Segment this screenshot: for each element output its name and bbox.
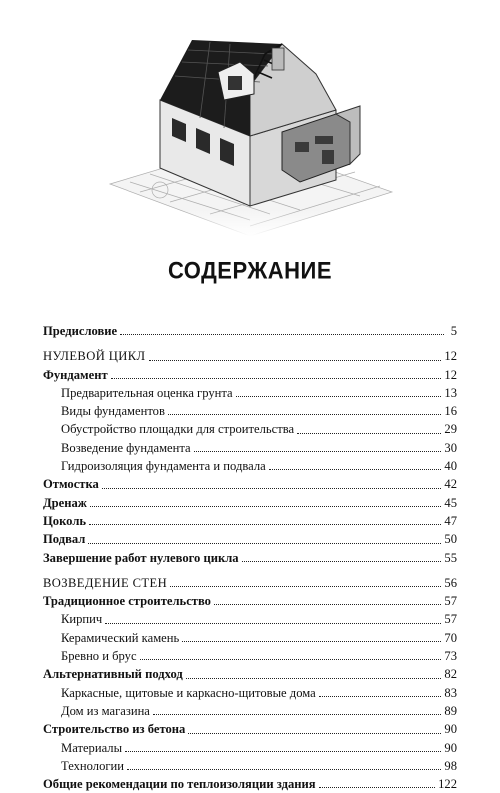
toc-subsection-entry[interactable] <box>43 402 457 420</box>
toc-subsection-entry[interactable] <box>43 629 457 647</box>
toc-chapter-entry[interactable] <box>43 366 457 384</box>
toc-page-number: 56 <box>444 575 457 590</box>
dot-leader <box>242 560 442 562</box>
toc-page-number: 70 <box>444 630 457 645</box>
dot-leader <box>102 487 442 489</box>
dot-leader <box>120 333 444 335</box>
section-spacer <box>43 567 457 574</box>
toc-part-heading[interactable] <box>43 574 457 592</box>
toc-page-number: 47 <box>444 513 457 528</box>
dot-leader <box>127 768 441 770</box>
toc-page-number: 30 <box>444 440 457 455</box>
toc-entry-title: Дренаж <box>43 495 87 510</box>
toc-entry-title: Фундамент <box>43 367 108 382</box>
toc-chapter-entry[interactable] <box>43 494 457 512</box>
toc-entry-title: ВОЗВЕДЕНИЕ СТЕН <box>43 575 168 590</box>
dot-leader <box>297 432 441 434</box>
toc-chapter-entry[interactable] <box>43 475 457 493</box>
toc-chapter-entry[interactable] <box>43 720 457 738</box>
toc-page-number: 5 <box>450 324 457 338</box>
toc-page-number: 55 <box>444 550 457 565</box>
toc-entry-title: Подвал <box>43 532 86 547</box>
toc-entry-title: Керамический камень <box>61 630 180 645</box>
toc-subsection-entry[interactable] <box>43 702 457 720</box>
toc-part-heading[interactable] <box>43 347 457 365</box>
toc-entry-title: НУЛЕВОЙ ЦИКЛ <box>43 349 146 364</box>
toc-page-number: 122 <box>438 777 457 792</box>
toc-page-number: 73 <box>444 649 457 664</box>
toc-subsection-entry[interactable] <box>43 439 457 457</box>
page-title: СОДЕРЖАНИЕ <box>167 256 333 285</box>
toc-page-number: 50 <box>444 532 457 547</box>
toc-subsection-entry[interactable] <box>43 739 457 757</box>
toc-entry-title: Каркасные, щитовые и каркасно-щитовые дома <box>61 685 316 700</box>
dot-leader <box>125 750 441 752</box>
dot-leader <box>188 732 441 734</box>
dot-leader <box>186 677 442 679</box>
toc-page-number: 12 <box>444 367 457 382</box>
toc-entry-title: Цоколь <box>43 513 87 528</box>
house-chimney <box>272 48 284 70</box>
toc-page-number: 89 <box>444 703 457 718</box>
toc-entry-title: Традиционное строительство <box>43 594 211 609</box>
dot-leader <box>269 468 442 470</box>
toc-page-number: 82 <box>444 667 457 682</box>
toc-page-number: 16 <box>444 404 457 419</box>
dot-leader <box>214 603 441 605</box>
toc-subsection-entry[interactable] <box>43 647 457 665</box>
toc-entry-title: Кирпич <box>61 612 103 627</box>
toc-chapter-entry[interactable] <box>43 512 457 530</box>
toc-chapter-entry[interactable] <box>43 530 457 548</box>
dot-leader <box>149 359 442 361</box>
toc-chapter-entry[interactable] <box>43 549 457 567</box>
dot-leader <box>89 523 441 525</box>
toc-page-number: 45 <box>444 495 457 510</box>
dot-leader <box>319 786 436 788</box>
toc-entry-title: Виды фундаментов <box>61 404 165 419</box>
toc-chapter-entry[interactable] <box>43 665 457 683</box>
toc-page-number: 98 <box>444 758 457 773</box>
dot-leader <box>153 713 442 715</box>
toc-subsection-entry[interactable] <box>43 684 457 702</box>
dot-leader <box>194 450 442 452</box>
toc-chapter-entry[interactable] <box>43 592 457 610</box>
house-illustration <box>100 14 400 236</box>
dot-leader <box>140 658 442 660</box>
toc-entry-title: Предварительная оценка грунта <box>61 385 233 400</box>
toc-page-number: 12 <box>444 349 457 364</box>
toc-entry-title: Завершение работ нулевого цикла <box>43 550 239 565</box>
toc-page-number: 40 <box>444 459 457 474</box>
dot-leader <box>105 622 441 624</box>
table-of-contents <box>43 322 457 793</box>
toc-page-number: 57 <box>444 594 457 609</box>
dot-leader <box>182 640 441 642</box>
toc-subsection-entry[interactable] <box>43 384 457 402</box>
dot-leader <box>236 395 442 397</box>
toc-entry-title: Обустройство площадки для строительства <box>61 422 295 437</box>
toc-entry-title: Материалы <box>61 740 123 755</box>
toc-page-number: 83 <box>444 685 457 700</box>
toc-entry-title: Технологии <box>61 758 125 773</box>
toc-entry-title: Гидроизоляция фундамента и подвала <box>61 459 266 474</box>
dot-leader <box>319 695 442 697</box>
toc-page-number: 13 <box>444 385 457 400</box>
toc-chapter-entry[interactable] <box>43 775 457 793</box>
toc-page-number: 90 <box>444 722 457 737</box>
section-spacer <box>43 340 457 347</box>
toc-entry-title: Предисловие <box>43 324 118 338</box>
toc-entry-title: Бревно и брус <box>61 649 137 664</box>
dot-leader <box>111 377 442 379</box>
toc-page-number: 90 <box>444 740 457 755</box>
dot-leader <box>90 505 441 507</box>
toc-subsection-entry[interactable] <box>43 610 457 628</box>
toc-page-number: 57 <box>444 612 457 627</box>
toc-entry-title: Возведение фундамента <box>61 440 191 455</box>
toc-entry-title: Дом из магазина <box>61 703 150 718</box>
toc-entry-title: Общие рекомендации по теплоизоляции здания <box>43 777 316 792</box>
toc-page-number: 29 <box>444 422 457 437</box>
toc-page-number: 42 <box>444 477 457 492</box>
toc-entry-title: Альтернативный подход <box>43 667 183 682</box>
dot-leader <box>170 585 441 587</box>
toc-subsection-entry[interactable] <box>43 420 457 438</box>
dot-leader <box>88 542 441 544</box>
toc-subsection-entry[interactable] <box>43 757 457 775</box>
toc-entry-title: Строительство из бетона <box>43 722 186 737</box>
dot-leader <box>168 413 441 415</box>
toc-subsection-entry[interactable] <box>43 457 457 475</box>
toc-entry-title: Отмостка <box>43 477 99 492</box>
toc-chapter-entry[interactable] <box>43 322 457 340</box>
